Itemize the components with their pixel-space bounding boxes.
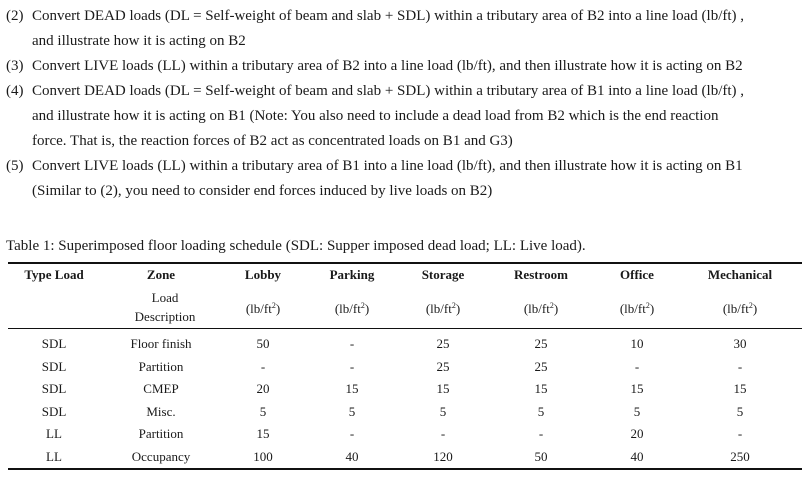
column-header: Mechanical <box>678 263 802 286</box>
column-header: Parking <box>304 263 400 286</box>
table-cell: Partition <box>138 426 184 442</box>
table-cell: CMEP <box>143 381 179 397</box>
table-cell: LL <box>8 446 100 470</box>
table-cell: - <box>538 426 544 442</box>
list-item <box>6 54 806 79</box>
table-cell: 5 <box>633 403 641 419</box>
item-line: Convert LIVE loads (LL) within a tributary area of B2 into a line load (lb/ft), and then illustrate how it is acting on B2 <box>32 58 743 74</box>
column-header: Restroom <box>486 263 596 286</box>
table-cell: 100 <box>222 446 304 470</box>
item-line: force. That is, the reaction forces of B2 act as concentrated loads on B1 and G3) <box>32 133 513 149</box>
table-cell: 25 <box>534 358 548 374</box>
desc-line: Load <box>151 290 179 305</box>
table-cell: Occupancy <box>100 446 222 470</box>
item-line: (Similar to (2), you need to consider end forces induced by live loads on B2) <box>32 183 493 199</box>
table-row <box>8 329 802 356</box>
item-text <box>32 79 806 154</box>
unit-cell: $(lb/ft^2)$ <box>222 286 304 329</box>
list-item <box>6 79 806 154</box>
table-row <box>8 356 802 379</box>
table-cell: - <box>634 358 640 374</box>
item-number: (4) <box>6 83 24 99</box>
item-line: Convert DEAD loads (DL = Self-weight of beam and slab + SDL) within a tributary area of B2 into a line load (lb/ft) , <box>32 8 745 24</box>
item-text <box>32 4 806 54</box>
item-line: and illustrate how it is acting on B2 <box>32 33 246 49</box>
column-header: Lobby <box>222 263 304 286</box>
table-cell: 25 <box>436 358 450 374</box>
item-number: (3) <box>6 58 24 74</box>
column-header: Storage <box>400 263 486 286</box>
table-cell: 5 <box>537 403 545 419</box>
unit-cell: $(lb/ft^2)$ <box>400 286 486 329</box>
table-cell: - <box>349 358 355 374</box>
table-cell: - <box>349 426 355 442</box>
table-cell: 5 <box>259 403 267 419</box>
table-cell: - <box>737 426 743 442</box>
table-cell: SDL <box>41 403 67 419</box>
table-cell: SDL <box>41 358 67 374</box>
column-header: Zone <box>100 263 222 286</box>
table-row <box>8 423 802 446</box>
table-cell: SDL <box>41 336 67 352</box>
item-line: Convert DEAD loads (DL = Self-weight of beam and slab + SDL) within a tributary area of B1 into a line load (lb/ft) , <box>32 83 745 99</box>
column-header: Type Load <box>8 263 100 286</box>
load-description-cell <box>100 286 222 329</box>
table-row <box>8 378 802 401</box>
table-row <box>8 446 802 470</box>
table-cell: - <box>260 358 266 374</box>
unit-cell: $(lb/ft^2)$ <box>596 286 678 329</box>
unit-cell-blank <box>8 286 100 329</box>
table-cell: 15 <box>345 381 359 397</box>
instruction-list <box>6 4 806 204</box>
table-cell: 15 <box>436 381 450 397</box>
table-cell: 30 <box>733 336 747 352</box>
item-number: (5) <box>6 158 24 174</box>
table-cell: Misc. <box>146 403 176 419</box>
table-cell: Floor finish <box>130 336 192 352</box>
table-cell: 25 <box>436 336 450 352</box>
desc-line: Description <box>134 309 196 324</box>
table-cell: 40 <box>304 446 400 470</box>
table-cell: 20 <box>630 426 644 442</box>
table-cell: 5 <box>736 403 744 419</box>
unit-row <box>8 286 802 329</box>
unit-cell: $(lb/ft^2)$ <box>486 286 596 329</box>
table-cell: 50 <box>486 446 596 470</box>
table-cell: 15 <box>733 381 747 397</box>
header-row <box>8 263 802 286</box>
unit-cell: $(lb/ft^2)$ <box>678 286 802 329</box>
table-cell: 5 <box>348 403 356 419</box>
table-cell: 120 <box>400 446 486 470</box>
table-cell: - <box>737 358 743 374</box>
table-cell: 250 <box>678 446 802 470</box>
unit-cell: $(lb/ft^2)$ <box>304 286 400 329</box>
table-cell: 40 <box>596 446 678 470</box>
list-item <box>6 4 806 54</box>
table-cell: 15 <box>534 381 548 397</box>
table-cell: 10 <box>630 336 644 352</box>
table-cell: 5 <box>439 403 447 419</box>
table-cell: - <box>440 426 446 442</box>
loading-schedule-table <box>8 262 802 470</box>
item-number: (2) <box>6 8 24 24</box>
column-header: Office <box>596 263 678 286</box>
table-cell: Partition <box>138 358 184 374</box>
list-item <box>6 154 806 204</box>
table-cell: 20 <box>256 381 270 397</box>
table-cell: LL <box>46 426 62 442</box>
table-cell: 15 <box>256 426 270 442</box>
item-text <box>32 54 806 79</box>
table-cell: 50 <box>256 336 270 352</box>
item-text <box>32 154 806 204</box>
table-row <box>8 401 802 424</box>
item-line: Convert LIVE loads (LL) within a tributary area of B1 into a line load (lb/ft), and then illustrate how it is acting on B1 <box>32 158 743 174</box>
table-cell: 15 <box>630 381 644 397</box>
item-line: and illustrate how it is acting on B1 (Note: You also need to include a dead load from B2 which is the end reaction <box>32 108 719 124</box>
table-cell: 25 <box>534 336 548 352</box>
table-cell: SDL <box>41 381 67 397</box>
table-cell: - <box>349 336 355 352</box>
table-caption: Table 1: Superimposed floor loading schedule (SDL: Supper imposed dead load; LL: Live load). <box>6 238 586 254</box>
